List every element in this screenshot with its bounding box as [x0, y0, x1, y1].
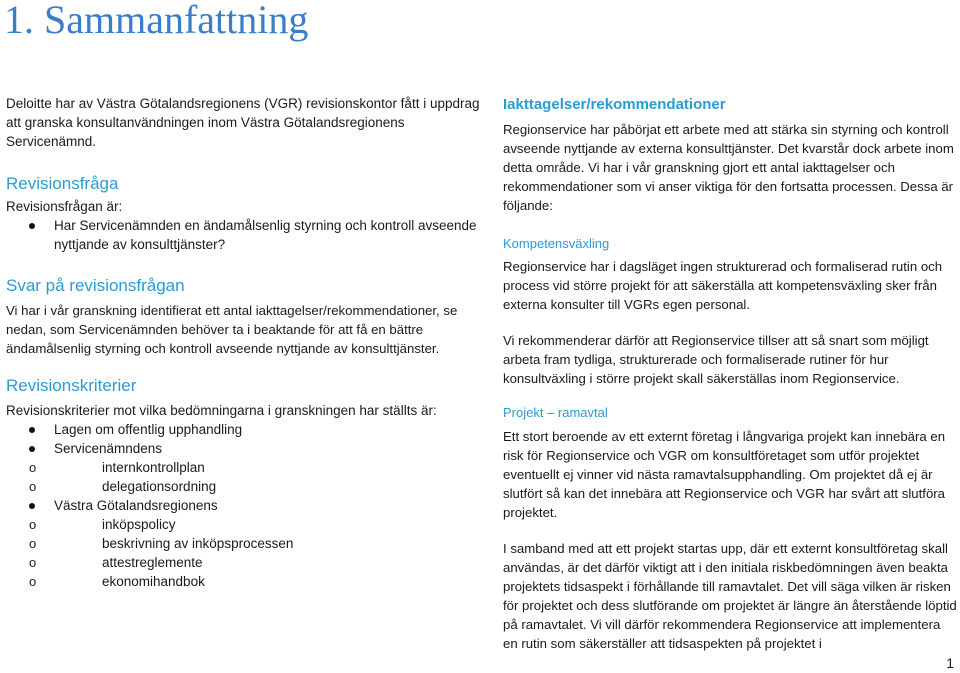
page-number: 1 [946, 655, 954, 671]
intro-paragraph: Deloitte har av Västra Götalandsregionens (VGR) revisionskontor fått i uppdrag att granska konsultanvändningen inom Västra Götalandsregionens Servicenämnd. [6, 96, 480, 149]
list-item [6, 420, 484, 439]
svar-heading: Svar på revisionsfrågan [6, 276, 185, 295]
list-item-label: Servicenämndens [54, 441, 163, 456]
list-item [6, 439, 484, 496]
kompetens-paragraph-2: Vi rekommenderar därför att Regionservice tillser att så snart som möjligt arbeta fram tydliga, strukturerade och formaliserade rutiner för hur konsultväxling i större projekt skall säkerställas inom Regionservice. [503, 333, 929, 386]
sub-list [6, 458, 484, 496]
sub-list-item: o beskrivning av inköpsprocessen [6, 534, 484, 553]
iakttagelser-intro: Regionservice har påbörjat ett arbete med att stärka sin styrning och kontroll avseende nyttjande av externa konsulttjänster. Det kvarstår dock arbete inom detta område. Vi har i vår granskning gjort ett antal iakttagelser och rekommendationer som vi anser viktiga för den fortsatta processen. Dessa är följande: [503, 122, 954, 213]
right-column [503, 94, 958, 653]
list-item [6, 496, 484, 591]
sub-list-item: o delegationsordning [6, 477, 484, 496]
iakttagelser-heading: Iakttagelser/rekommendationer [503, 96, 726, 113]
page-title: 1. Sammanfattning [4, 0, 309, 42]
projekt-paragraph-1: Ett stort beroende av ett externt företag i långvariga projekt kan innebära en risk för Regionservice och VGR om konsultföretaget som utför projektet eventuellt ej vinner vid nästa ramavtalsupphandling. Om projektet då ej är slutfört så kan det innebära att Regionservice och VGR har svårt att slutföra projektet. [503, 429, 946, 520]
kompetens-heading: Kompetensväxling [503, 236, 610, 251]
kriterier-list [6, 420, 484, 591]
svar-paragraph: Vi har i vår granskning identifierat ett antal iakttagelser/rekommendationer, se nedan, som Servicenämnden behöver ta i beaktande för att få en bättre ändamålsenlig styrning och kontroll avseende nyttjande av konsulttjänster. [6, 303, 458, 356]
revisionsfraga-list [6, 216, 484, 254]
list-item: Har Servicenämnden en ändamålsenlig styrning och kontroll avseende nyttjande av konsulttjänster? [6, 216, 484, 254]
revisionsfraga-intro: Revisionsfrågan är: [6, 199, 123, 214]
sub-list-item: o attestreglemente [6, 553, 484, 572]
revisionsfraga-heading: Revisionsfråga [6, 174, 119, 193]
list-item-label: Västra Götalandsregionens [54, 498, 218, 513]
kriterier-intro: Revisionskriterier mot vilka bedömningarna i granskningen har ställts är: [6, 403, 437, 418]
kompetens-paragraph-1: Regionservice har i dagsläget ingen strukturerad och formaliserad rutin och process vid större projekt för att säkerställa att kompetensväxling sker från externa konsulter till VGRs egen personal. [503, 259, 943, 312]
projekt-paragraph-2: I samband med att ett projekt startas upp, där ett externt konsultföretag skall användas, är det därför viktigt att i den initiala riskbedömningen även beakta projektets tidsaspekt i förhållande till ramavtalet. Det vill säga vilken är risken för projektet och dess slutförande om projektet är längre än återstående löptid på ramavtalet. Vi vill därför rekommendera Regionservice att implementera en rutin som säkerställer att tidsaspekten på projektet i [503, 541, 957, 651]
projekt-heading: Projekt – ramavtal [503, 405, 608, 420]
list-item-label: Lagen om offentlig upphandling [54, 422, 243, 437]
kriterier-heading: Revisionskriterier [6, 376, 137, 395]
sub-list-item: o inköpspolicy [6, 515, 484, 534]
left-column [6, 94, 484, 591]
sub-list-item: o internkontrollplan [6, 458, 484, 477]
sub-list-item: o ekonomihandbok [6, 572, 484, 591]
sub-list [6, 515, 484, 591]
